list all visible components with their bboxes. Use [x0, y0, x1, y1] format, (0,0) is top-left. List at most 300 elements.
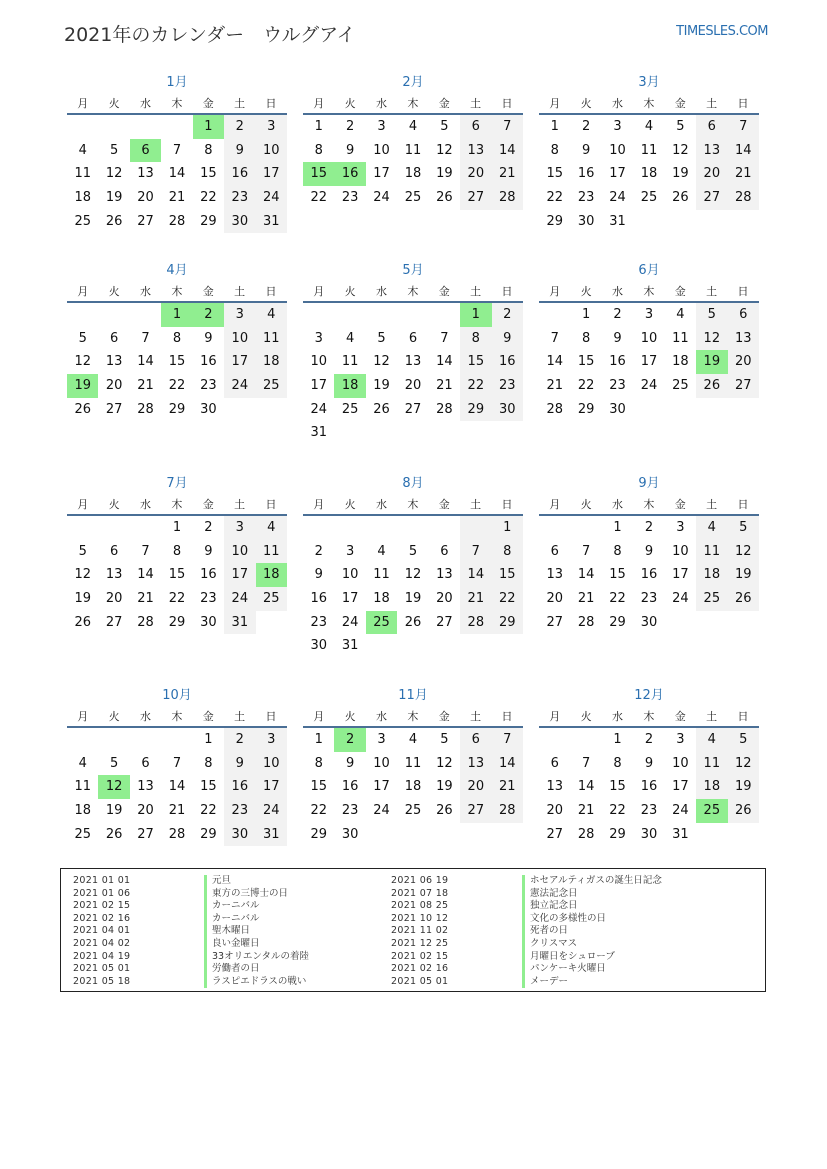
empty-cell	[98, 728, 129, 752]
day-cell: 3	[676, 520, 685, 535]
weekday-label: 火	[580, 97, 592, 110]
day-cell: 2	[581, 119, 591, 134]
day-cell: 12	[436, 755, 453, 771]
holiday-name: 東方の三博士の日	[204, 888, 288, 901]
empty-cell	[429, 516, 460, 540]
day-cell: 7	[492, 115, 523, 139]
day-cell: 6	[109, 543, 119, 559]
day-cell: 3	[224, 303, 255, 327]
weekday-label: 火	[344, 97, 356, 110]
day-cell: 20	[728, 350, 759, 374]
day-cell: 4	[644, 119, 654, 134]
day-cell: 27	[728, 374, 759, 398]
holiday-day-cell: 12	[98, 775, 129, 799]
day-cell: 13	[696, 139, 727, 163]
holiday-name: ラスピエドラスの戦い	[204, 976, 306, 989]
day-cell: 25	[404, 803, 422, 819]
weekday-label: 月	[313, 285, 325, 298]
weekday-label: 木	[643, 97, 655, 110]
day-cell: 3	[613, 119, 622, 134]
holiday-date: 2021 04 01	[73, 925, 131, 937]
holiday-day-cell: 16	[334, 162, 365, 186]
day-cell: 4	[345, 330, 355, 346]
day-cell: 13	[460, 139, 491, 163]
empty-cell	[539, 516, 570, 540]
day-grid	[539, 516, 759, 634]
day-cell: 17	[341, 591, 359, 607]
day-cell: 29	[460, 398, 491, 422]
day-cell: 21	[436, 378, 453, 394]
day-cell: 18	[74, 190, 91, 206]
day-cell: 3	[676, 732, 685, 747]
empty-cell	[397, 516, 428, 540]
day-cell: 19	[436, 166, 453, 182]
day-cell: 10	[373, 142, 390, 158]
holiday-date: 2021 10 12	[391, 912, 449, 924]
day-cell: 7	[172, 755, 182, 771]
weekday-label: 月	[77, 498, 89, 511]
day-cell: 4	[408, 119, 418, 134]
day-cell: 14	[436, 354, 453, 370]
day-cell: 7	[141, 330, 150, 346]
day-cell: 25	[74, 213, 91, 229]
day-cell: 16	[640, 779, 658, 795]
day-cell: 20	[436, 591, 453, 607]
day-cell: 19	[728, 775, 759, 799]
weekday-label: 木	[407, 498, 419, 511]
day-cell: 18	[696, 775, 727, 799]
day-cell: 25	[640, 190, 658, 206]
day-cell: 20	[460, 162, 491, 186]
day-cell: 11	[404, 755, 422, 771]
day-cell: 19	[672, 166, 689, 182]
day-cell: 25	[696, 587, 727, 611]
day-cell: 21	[546, 378, 563, 394]
day-cell: 9	[224, 139, 255, 163]
day-cell: 19	[373, 378, 390, 394]
weekday-header	[539, 707, 759, 728]
holiday-day-cell: 1	[193, 115, 224, 139]
day-cell: 14	[492, 752, 523, 776]
month-block	[539, 685, 759, 846]
month-block	[67, 260, 287, 421]
holiday-name: 文化の多様性の日	[522, 913, 606, 926]
month-block	[67, 685, 287, 846]
weekday-header	[303, 282, 523, 303]
day-cell: 25	[74, 826, 91, 842]
holiday-day-cell: 19	[67, 374, 98, 398]
day-cell: 1	[581, 307, 591, 322]
day-cell: 30	[640, 826, 658, 842]
day-cell: 22	[200, 190, 217, 206]
day-cell: 18	[672, 354, 689, 370]
day-cell: 31	[256, 823, 287, 847]
month-block	[67, 473, 287, 634]
day-cell: 18	[74, 803, 91, 819]
day-cell: 12	[728, 752, 759, 776]
day-cell: 16	[200, 567, 217, 583]
day-cell: 16	[640, 567, 658, 583]
day-cell: 10	[373, 755, 390, 771]
day-cell: 6	[696, 115, 727, 139]
weekday-header	[539, 282, 759, 303]
holiday-date: 2021 06 19	[391, 875, 449, 886]
day-cell: 25	[256, 587, 287, 611]
day-cell: 28	[492, 186, 523, 210]
day-cell: 4	[696, 728, 727, 752]
empty-cell	[130, 303, 161, 327]
holiday-date: 2021 01 06	[73, 887, 131, 899]
day-cell: 17	[640, 354, 658, 370]
empty-cell	[67, 728, 98, 752]
day-cell: 17	[256, 775, 287, 799]
day-cell: 4	[78, 755, 87, 771]
day-cell: 21	[168, 803, 186, 819]
day-cell: 6	[460, 728, 491, 752]
weekday-label: 土	[234, 285, 246, 298]
day-cell: 27	[404, 401, 422, 417]
day-cell: 6	[408, 330, 418, 346]
day-cell: 3	[314, 330, 323, 346]
weekday-label: 水	[375, 710, 387, 723]
day-cell: 28	[137, 614, 154, 630]
weekday-label: 土	[706, 285, 718, 298]
day-cell: 5	[676, 119, 685, 134]
weekday-label: 日	[265, 97, 277, 110]
empty-cell	[67, 303, 98, 327]
day-cell: 24	[373, 190, 390, 206]
day-cell: 1	[172, 520, 182, 535]
day-cell: 3	[224, 516, 255, 540]
weekday-label: 月	[549, 710, 561, 723]
holiday-date: 2021 05 01	[73, 963, 131, 975]
day-cell: 9	[204, 330, 213, 346]
day-cell: 8	[613, 755, 622, 771]
holiday-day-cell: 1	[460, 303, 491, 327]
day-cell: 20	[105, 378, 123, 394]
day-cell: 28	[577, 614, 595, 630]
day-cell: 1	[613, 732, 622, 747]
weekday-label: 日	[737, 285, 749, 298]
day-cell: 17	[224, 350, 255, 374]
month-name: 5月	[402, 263, 424, 278]
day-cell: 25	[404, 190, 422, 206]
day-cell: 7	[550, 330, 559, 346]
day-cell: 15	[546, 166, 563, 182]
weekday-label: 水	[611, 710, 623, 723]
day-cell: 22	[168, 591, 186, 607]
day-cell: 10	[640, 330, 658, 346]
day-cell: 27	[105, 401, 123, 417]
day-cell: 12	[404, 567, 422, 583]
weekday-label: 木	[407, 97, 419, 110]
weekday-label: 火	[108, 285, 120, 298]
day-cell: 12	[74, 354, 91, 370]
empty-cell	[98, 115, 129, 139]
day-cell: 3	[377, 732, 386, 747]
day-cell: 21	[460, 587, 491, 611]
day-cell: 26	[728, 799, 759, 823]
day-cell: 22	[168, 378, 186, 394]
holiday-name: 労働者の日	[204, 963, 260, 976]
month-block	[539, 260, 759, 421]
weekday-label: 金	[438, 498, 450, 511]
day-cell: 15	[310, 779, 327, 795]
weekday-label: 日	[501, 285, 513, 298]
weekday-label: 土	[706, 710, 718, 723]
day-cell: 15	[200, 166, 217, 182]
day-cell: 20	[137, 190, 154, 206]
weekday-header	[67, 707, 287, 728]
weekday-header	[539, 94, 759, 115]
day-cell: 8	[314, 755, 323, 771]
day-cell: 16	[341, 779, 359, 795]
day-cell: 24	[672, 803, 689, 819]
day-grid	[539, 303, 759, 421]
weekday-label: 水	[139, 498, 151, 511]
day-cell: 5	[78, 330, 87, 346]
day-cell: 20	[137, 803, 154, 819]
weekday-header	[303, 495, 523, 516]
day-cell: 28	[546, 401, 563, 417]
day-cell: 20	[546, 591, 563, 607]
day-cell: 2	[345, 119, 355, 134]
holiday-date: 2021 01 01	[73, 875, 131, 886]
holiday-list	[60, 868, 766, 992]
day-cell: 22	[609, 591, 626, 607]
day-cell: 23	[341, 190, 359, 206]
day-cell: 27	[546, 826, 563, 842]
day-grid	[67, 303, 287, 421]
holiday-name: 良い金曜日	[204, 938, 260, 951]
empty-cell	[130, 728, 161, 752]
weekday-label: 火	[580, 285, 592, 298]
day-cell: 7	[460, 540, 491, 564]
empty-cell	[460, 516, 491, 540]
weekday-label: 月	[77, 710, 89, 723]
month-name: 12月	[634, 688, 664, 703]
day-cell: 23	[492, 374, 523, 398]
day-cell: 13	[105, 354, 123, 370]
weekday-label: 月	[77, 285, 89, 298]
day-cell: 4	[696, 516, 727, 540]
holiday-day-cell: 18	[334, 374, 365, 398]
day-cell: 31	[341, 638, 359, 654]
month-name: 2月	[402, 75, 424, 90]
day-cell: 14	[460, 563, 491, 587]
holiday-name: パンケーキ火曜日	[522, 963, 606, 976]
day-cell: 30	[341, 826, 359, 842]
day-cell: 17	[373, 166, 390, 182]
holiday-day-cell: 25	[366, 611, 397, 635]
day-cell: 9	[613, 330, 622, 346]
day-cell: 24	[224, 587, 255, 611]
day-cell: 23	[224, 186, 255, 210]
day-cell: 14	[137, 354, 154, 370]
empty-cell	[98, 516, 129, 540]
day-cell: 1	[613, 520, 622, 535]
day-cell: 11	[341, 354, 359, 370]
weekday-label: 金	[438, 710, 450, 723]
day-cell: 13	[137, 779, 154, 795]
day-cell: 16	[609, 354, 626, 370]
day-cell: 29	[609, 826, 626, 842]
day-cell: 26	[74, 614, 91, 630]
holiday-date: 2021 08 25	[391, 900, 449, 912]
day-cell: 30	[200, 614, 217, 630]
day-cell: 27	[546, 614, 563, 630]
holiday-name: ホセアルティガスの誕生日記念	[522, 875, 662, 888]
day-cell: 5	[728, 728, 759, 752]
weekday-label: 火	[344, 285, 356, 298]
holiday-day-cell: 18	[256, 563, 287, 587]
day-cell: 8	[204, 142, 213, 158]
day-cell: 29	[577, 401, 595, 417]
holiday-day-cell: 6	[130, 139, 161, 163]
day-cell: 18	[640, 166, 658, 182]
day-cell: 10	[672, 543, 689, 559]
weekday-label: 金	[202, 285, 214, 298]
holiday-day-cell: 2	[193, 303, 224, 327]
day-cell: 8	[492, 540, 523, 564]
day-cell: 24	[640, 378, 658, 394]
day-cell: 5	[696, 303, 727, 327]
day-cell: 8	[581, 330, 591, 346]
empty-cell	[334, 516, 365, 540]
day-cell: 14	[492, 139, 523, 163]
day-cell: 28	[436, 401, 453, 417]
weekday-label: 土	[234, 710, 246, 723]
weekday-label: 火	[580, 498, 592, 511]
day-cell: 9	[492, 327, 523, 351]
day-cell: 27	[460, 799, 491, 823]
day-cell: 22	[310, 190, 327, 206]
day-cell: 8	[172, 330, 182, 346]
month-block	[67, 72, 287, 233]
day-cell: 24	[373, 803, 390, 819]
weekday-label: 土	[234, 97, 246, 110]
day-cell: 4	[377, 543, 386, 559]
day-cell: 29	[310, 826, 327, 842]
day-cell: 24	[609, 190, 626, 206]
day-cell: 5	[109, 142, 119, 158]
holiday-name: 33オリエンタルの着陸	[204, 951, 309, 964]
weekday-label: 土	[706, 498, 718, 511]
day-cell: 5	[78, 543, 87, 559]
day-cell: 27	[436, 614, 453, 630]
holiday-name: クリスマス	[522, 938, 577, 951]
day-cell: 18	[404, 166, 422, 182]
empty-cell	[334, 303, 365, 327]
day-cell: 11	[404, 142, 422, 158]
weekday-label: 水	[611, 285, 623, 298]
day-grid	[303, 728, 523, 846]
day-cell: 21	[492, 775, 523, 799]
month-name: 11月	[398, 688, 428, 703]
weekday-label: 水	[375, 97, 387, 110]
weekday-label: 日	[737, 97, 749, 110]
month-block	[303, 72, 523, 210]
day-cell: 29	[168, 401, 186, 417]
weekday-label: 土	[234, 498, 246, 511]
day-cell: 16	[492, 350, 523, 374]
holiday-date: 2021 02 16	[73, 912, 131, 924]
day-cell: 12	[672, 142, 689, 158]
day-cell: 22	[492, 587, 523, 611]
day-cell: 3	[256, 728, 287, 752]
month-name: 8月	[402, 476, 424, 491]
holiday-day-cell: 1	[161, 303, 192, 327]
day-cell: 14	[168, 166, 186, 182]
day-cell: 6	[460, 115, 491, 139]
day-cell: 11	[373, 567, 390, 583]
brand-link[interactable]: TIMESLES.COM	[676, 24, 768, 39]
day-cell: 2	[492, 303, 523, 327]
day-cell: 9	[345, 142, 355, 158]
day-cell: 26	[74, 401, 91, 417]
weekday-label: 水	[139, 285, 151, 298]
holiday-name: 月曜日をシュローブ	[522, 951, 615, 964]
day-cell: 22	[200, 803, 217, 819]
day-cell: 31	[672, 826, 689, 842]
day-cell: 13	[105, 567, 123, 583]
day-cell: 6	[550, 755, 559, 771]
day-cell: 6	[550, 543, 559, 559]
day-cell: 23	[640, 803, 658, 819]
month-name: 6月	[638, 263, 660, 278]
empty-cell	[161, 115, 192, 139]
day-cell: 15	[492, 563, 523, 587]
day-cell: 20	[404, 378, 422, 394]
day-grid	[539, 728, 759, 846]
day-cell: 14	[137, 567, 154, 583]
weekday-label: 木	[171, 285, 183, 298]
empty-cell	[161, 728, 192, 752]
day-cell: 5	[377, 330, 386, 346]
day-cell: 14	[577, 567, 595, 583]
day-cell: 23	[200, 591, 217, 607]
day-cell: 10	[609, 142, 626, 158]
weekday-header	[67, 282, 287, 303]
day-cell: 24	[224, 374, 255, 398]
day-cell: 16	[224, 162, 255, 186]
day-cell: 24	[672, 591, 689, 607]
day-cell: 29	[200, 213, 217, 229]
day-cell: 31	[609, 213, 626, 229]
day-cell: 1	[492, 516, 523, 540]
day-cell: 16	[200, 354, 217, 370]
day-cell: 27	[105, 614, 123, 630]
holiday-date: 2021 04 19	[73, 950, 131, 962]
holiday-name: 元旦	[204, 875, 231, 888]
month-name: 1月	[166, 75, 188, 90]
day-cell: 21	[492, 162, 523, 186]
day-cell: 2	[644, 732, 654, 747]
day-cell: 17	[256, 162, 287, 186]
day-cell: 26	[696, 374, 727, 398]
day-cell: 14	[577, 779, 595, 795]
weekday-header	[539, 495, 759, 516]
day-cell: 30	[640, 614, 658, 630]
weekday-label: 日	[737, 498, 749, 511]
day-cell: 10	[256, 139, 287, 163]
month-block	[303, 685, 523, 846]
day-cell: 13	[546, 567, 563, 583]
day-cell: 2	[224, 115, 255, 139]
day-cell: 28	[168, 213, 186, 229]
weekday-label: 木	[643, 498, 655, 511]
holiday-day-cell: 25	[696, 799, 727, 823]
